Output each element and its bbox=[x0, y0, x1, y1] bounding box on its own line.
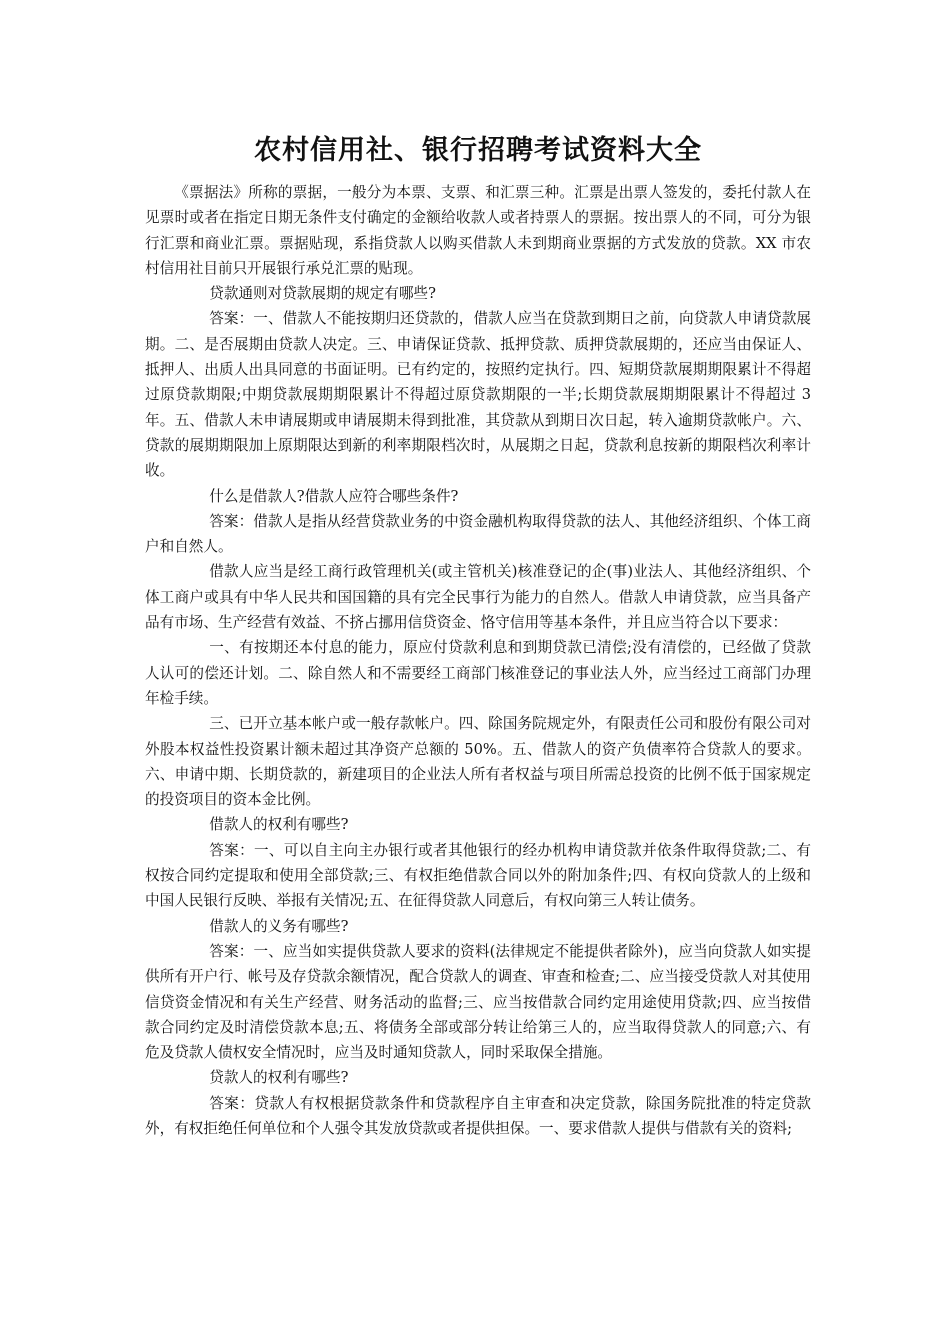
answer-lender-rights: 答案：贷款人有权根据贷款条件和贷款程序自主审查和决定贷款，除国务院批准的特定贷款外，有权拒绝任何单位和个人强令其发放贷款或者提供担保。一、要求借款人提供与借款有关的资料; bbox=[145, 1094, 811, 1137]
paragraph-borrower-conditions: 借款人应当是经工商行政管理机关(或主管机关)核准登记的企(事)业法人、其他经济组织、个体工商户或具有中华人民共和国国籍的具有完全民事行为能力的自然人。借款人申请贷款，应当具备产品有市场、生产经营有效益、不挤占挪用信贷资金、恪守信用等基本条件，并且应当符合以下要求： bbox=[145, 563, 811, 632]
question-borrower-obligations: 借款人的义务有哪些? bbox=[209, 917, 349, 935]
paragraph-intro: 《票据法》所称的票据，一般分为本票、支票、和汇票三种。汇票是出票人签发的，委托付款人在见票时或者在指定日期无条件支付确定的金额给收款人或者持票人的票据。按出票人的不同，可分为银行汇票和商业汇票。票据贴现，系指贷款人以购买借款人未到期商业票据的方式发放的贷款。XX 市农村信用社目前只开展银行承兑汇票的贴现。 bbox=[145, 184, 811, 277]
answer-borrower-definition: 答案：借款人是指从经营贷款业务的中资金融机构取得贷款的法人、其他经济组织、个体工商户和自然人。 bbox=[145, 512, 811, 556]
document-title: 农村信用社、银行招聘考试资料大全 bbox=[254, 135, 702, 166]
question-loan-extension: 贷款通则对贷款展期的规定有哪些? bbox=[209, 285, 436, 303]
answer-loan-extension: 答案：一、借款人不能按期归还贷款的，借款人应当在贷款到期日之前，向贷款人申请贷款展期。二、是否展期由贷款人决定。三、申请保证贷款、抵押贷款、质押贷款展期的，还应当由保证人、抵押人、出质人出具同意的书面证明。已有约定的，按照约定执行。四、短期贷款展期期限累计不得超过原贷款期限;中期贷款展期期限累计不得超过原贷款期限的一半;长期贷款展期期限累计不得超过 3 年。五、借款人未申请展期或申请展期未得到批准，其贷款从到期日次日起，转入逾期贷款帐户。六、贷款的展期期限加上原期限达到新的利率期限档次时，从展期之日起，贷款利息按新的期限档次利率计收。 bbox=[145, 310, 811, 480]
question-lender-rights: 贷款人的权利有哪些? bbox=[209, 1069, 349, 1087]
answer-borrower-rights: 答案：一、可以自主向主办银行或者其他银行的经办机构申请贷款并依条件取得贷款;二、有权按合同约定提取和使用全部贷款;三、有权拒绝借款合同以外的附加条件;四、有权向贷款人的上级和中国人民银行反映、举报有关情况;五、在征得贷款人同意后，有权向第三人转让债务。 bbox=[145, 841, 811, 910]
document-page bbox=[145, 128, 811, 1141]
question-borrower-rights: 借款人的权利有哪些? bbox=[209, 816, 349, 834]
paragraph-requirements-1-2: 一、有按期还本付息的能力，原应付贷款利息和到期贷款已清偿;没有清偿的，已经做了贷款人认可的偿还计划。二、除自然人和不需要经工商部门核准登记的事业法人外，应当经过工商部门办理年检手续。 bbox=[145, 639, 811, 707]
answer-borrower-obligations: 答案：一、应当如实提供贷款人要求的资料(法律规定不能提供者除外)，应当向贷款人如实提供所有开户行、帐号及存贷款余额情况，配合贷款人的调查、审查和检查;二、应当接受贷款人对其使用信贷资金情况和有关生产经营、财务活动的监督;三、应当按借款合同约定用途使用贷款;四、应当按借款合同约定及时清偿贷款本息;五、将债务全部或部分转让给第三人的，应当取得贷款人的同意;六、有危及贷款人债权安全情况时，应当及时通知贷款人，同时采取保全措施。 bbox=[145, 942, 811, 1062]
question-borrower-definition: 什么是借款人?借款人应符合哪些条件? bbox=[209, 487, 459, 505]
paragraph-requirements-3-6: 三、已开立基本帐户或一般存款帐户。四、除国务院规定外，有限责任公司和股份有限公司对外股本权益性投资累计额未超过其净资产总额的 50%。五、借款人的资产负债率符合贷款人的要求。六、申请中期、长期贷款的，新建项目的企业法人所有者权益与项目所需总投资的比例不低于国家规定的投资项目的资本金比例。 bbox=[145, 715, 811, 809]
document-body bbox=[145, 180, 811, 1141]
